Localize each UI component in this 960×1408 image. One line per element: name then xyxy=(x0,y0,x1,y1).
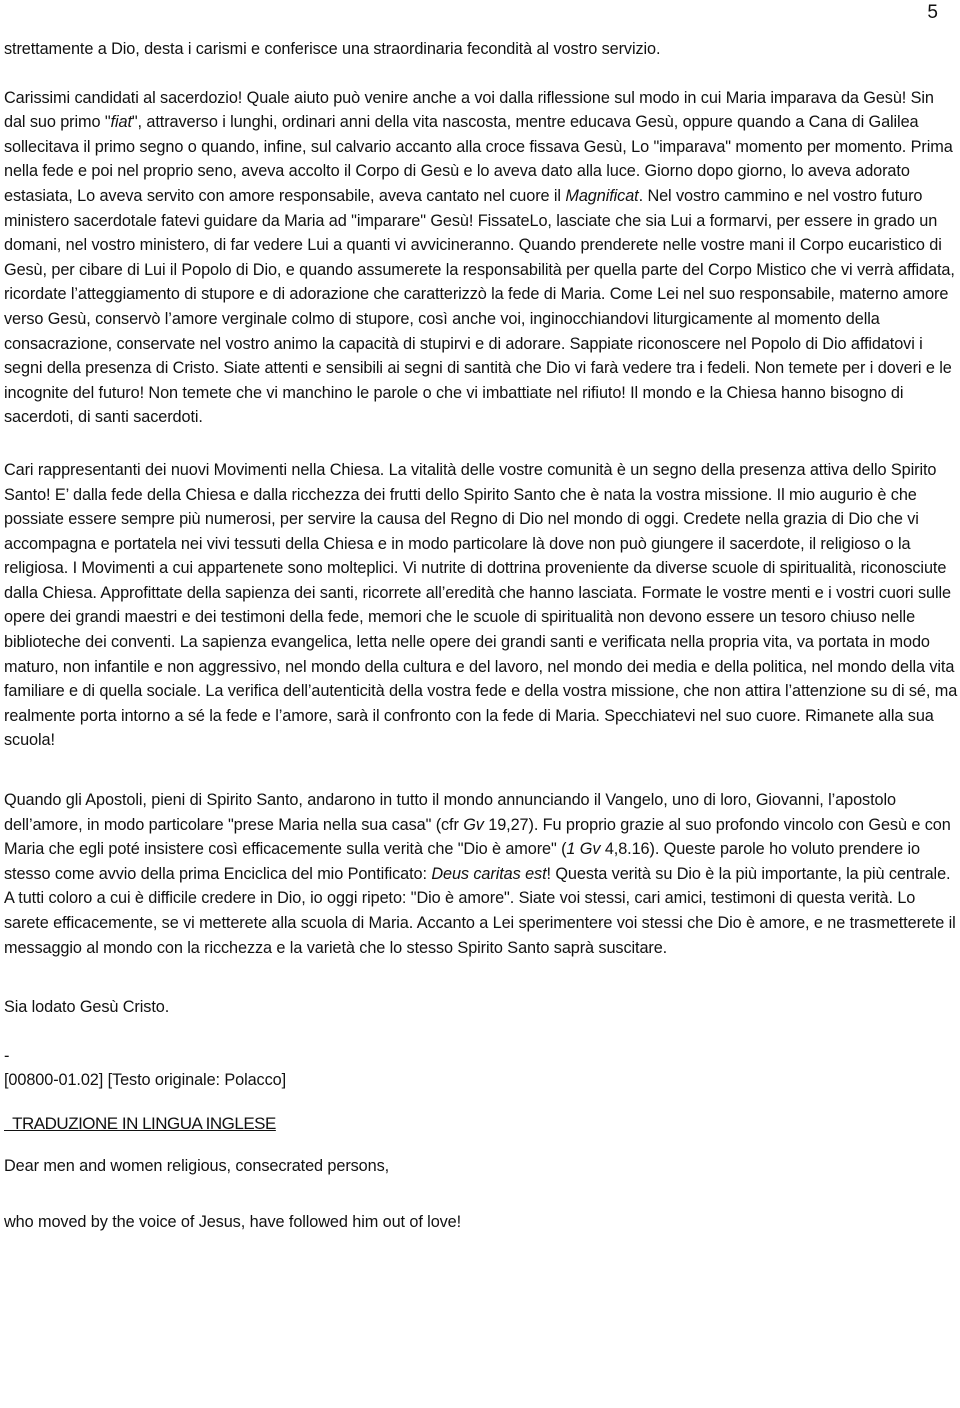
paragraph-2-text-a: Carissimi candidati al sacerdozio! Quale aiuto può venire anche a voi dalla riflessione sul modo in cui Maria imparava da Gesù! Sin dal suo primo " xyxy=(4,88,934,132)
fiat-italic: fiat xyxy=(110,113,132,132)
encyclical-title: Deus caritas est xyxy=(431,864,547,883)
document-body xyxy=(4,37,958,1235)
paragraph-4-text-a: Quando gli Apostoli, pieni di Spirito Santo, andarono in tutto il mondo annunciando il Vangelo, uno di loro, Giovanni, l’apostolo dell’amore, in modo particolare "prese Maria nella sua casa" (cfr xyxy=(4,791,896,834)
paragraph-2 xyxy=(4,86,958,430)
paragraph-1 xyxy=(4,37,958,62)
translation-heading: TRADUZIONE IN LINGUA INGLESE xyxy=(4,1113,276,1133)
paragraph-3-text: Cari rappresentanti dei nuovi Movimenti nella Chiesa. La vitalità delle vostre comunità è un segno della presenza attiva dello Spirito Santo! E’ dalla fede della Chiesa e dalla ricchezza dei frutti dello Spirito Santo che è nata la vostra missione. Il mio augurio è che possiate essere sempre più numerosi, per servire la causa del Regno di Dio nel mondo di oggi. Credete nella grazia di Dio che vi accompagna e portatela nei vivi tessuti della Chiesa e in modo particolare là dove non può giungere il sacerdote, il religioso o la religiosa. I Movimenti a cui appartenete sono molteplici. Vi nutrite di dottrina proveniente da diverse scuole di spiritualità, riconosciute dalla Chiesa. Approfittate della sapienza dei santi, ricorrete all’eredità che hanno lasciata. Formate le vostre menti e i vostri cuori sulle opere dei grandi maestri e dei testimoni della fede, memori che le scuole di spiritualità non devono essere un tesoro chiuso nelle biblioteche dei conventi. La sapienza evangelica, letta nelle opere dei grandi santi e verificata nella propria vita, va portata in modo maturo, non infantile e non aggressivo, nel mondo della cultura e del lavoro, nel mondo dei media e della politica, nel mondo della vita familiare e di quella sociale. La verifica dell’autenticità della vostra fede e della vostra missione, che non attira l’attenzione su di sé, ma realmente porta intorno a sé la fede e l’amore, sarà il confronto con la fede di Maria. Specchiatevi nel suo cuore. Rimanete alla sua scuola! xyxy=(4,460,958,750)
paragraph-2-text-b: ", attraverso i lunghi, ordinari anni della vita nascosta, mentre educava Gesù, oppure quando a Cana di Galilea sollecitava il primo segno o quando, infine, sul calvario accanto alla croce fissava Gesù, Lo "imparava" momento per momento. Prima nella fede e poi nel proprio seno, aveva accolto il Corpo di Gesù e lo aveva dato alla luce. Giorno dopo giorno, lo aveva adorato estasiata, Lo aveva servito con amore responsabile, aveva cantato nel cuore il xyxy=(4,113,953,205)
paragraph-4-text-d: ! Questa verità su Dio è la più importante, la più centrale. A tutti coloro a cui è difficile credere in Dio, io oggi ripeto: "Dio è amore". Siate voi stessi, cari amici, testimoni di questa verità. Lo sarete efficacemente, se vi metterete alla scuola di Maria. Accanto a Lei sperimentere voi stessi che Dio è amore, e ne trasmetterete il messaggio al mondo con la ricchezza e la varietà che lo stesso Spirito Santo saprà suscitare. xyxy=(4,864,956,957)
paragraph-1-text: strettamente a Dio, desta i carismi e conferisce una straordinaria fecondità al vostro servizio. xyxy=(4,40,661,58)
english-line: who moved by the voice of Jesus, have followed him out of love! xyxy=(4,1213,462,1232)
paragraph-4-text-b: 19,27). Fu proprio grazie al suo profondo vincolo con Gesù e con Maria che egli poté insistere così efficacemente sulla verità che "Dio è amore" ( xyxy=(4,815,951,859)
separator-dash: - xyxy=(4,1046,10,1065)
paragraph-2-text-c: . Nel vostro cammino e nel vostro futuro ministero sacerdotale fatevi guidare da Maria ad "imparare" Gesù! FissateLo, lasciate che sia Lui a formarvi, per essere in grado un domani, nel vostro ministero, di far vedere Lui a quanti vi avvicineranno. Quando prenderete nelle vostre mani il Corpo eucaristico di Gesù, per cibare di Lui il Popolo di Dio, e quando assumerete la responsabilità per quella parte del Corpo Mistico che vi verrà affidata, ricordate l’atteggiamento di stupore e di adorazione che caratterizzò la fede di Maria. Come Lei nel suo responsabile, materno amore verso Gesù, conservò l’amore verginale colmo di stupore, così anche voi, inginocchiandovi liturgicamente al momento della consacrazione, conservate nel vostro animo la capacità di stupirvi e di adorare. Sappiate riconoscere nel Popolo di Dio affidatovi i segni della presenza di Cristo. Siate attenti e sensibili ai segni di santità che Dio vi farà vedere tra i fedeli. Non temete per i doveri e le incognite del futuro! Non temete che vi manchino le parole o che vi imbattiate nel rifiuto! Il mondo e la Chiesa hanno bisogno di sacerdoti, di santi sacerdoti. xyxy=(4,186,955,427)
closing-line: Sia lodato Gesù Cristo. xyxy=(4,998,170,1017)
document-reference: [00800-01.02] [Testo originale: Polacco] xyxy=(4,1071,287,1090)
gospel-reference-1: Gv xyxy=(463,815,484,834)
english-salutation: Dear men and women religious, consecrated persons, xyxy=(4,1156,390,1175)
paragraph-4 xyxy=(4,788,958,960)
paragraph-4-text-c: 4,8.16). Queste parole ho voluto prendere io stesso come avvio della prima Enciclica del mio Pontificato: xyxy=(4,840,920,883)
paragraph-3 xyxy=(4,458,958,753)
magnificat-italic: Magnificat xyxy=(565,186,639,205)
gospel-reference-2: 1 Gv xyxy=(566,840,601,859)
page-number: 5 xyxy=(927,2,938,23)
